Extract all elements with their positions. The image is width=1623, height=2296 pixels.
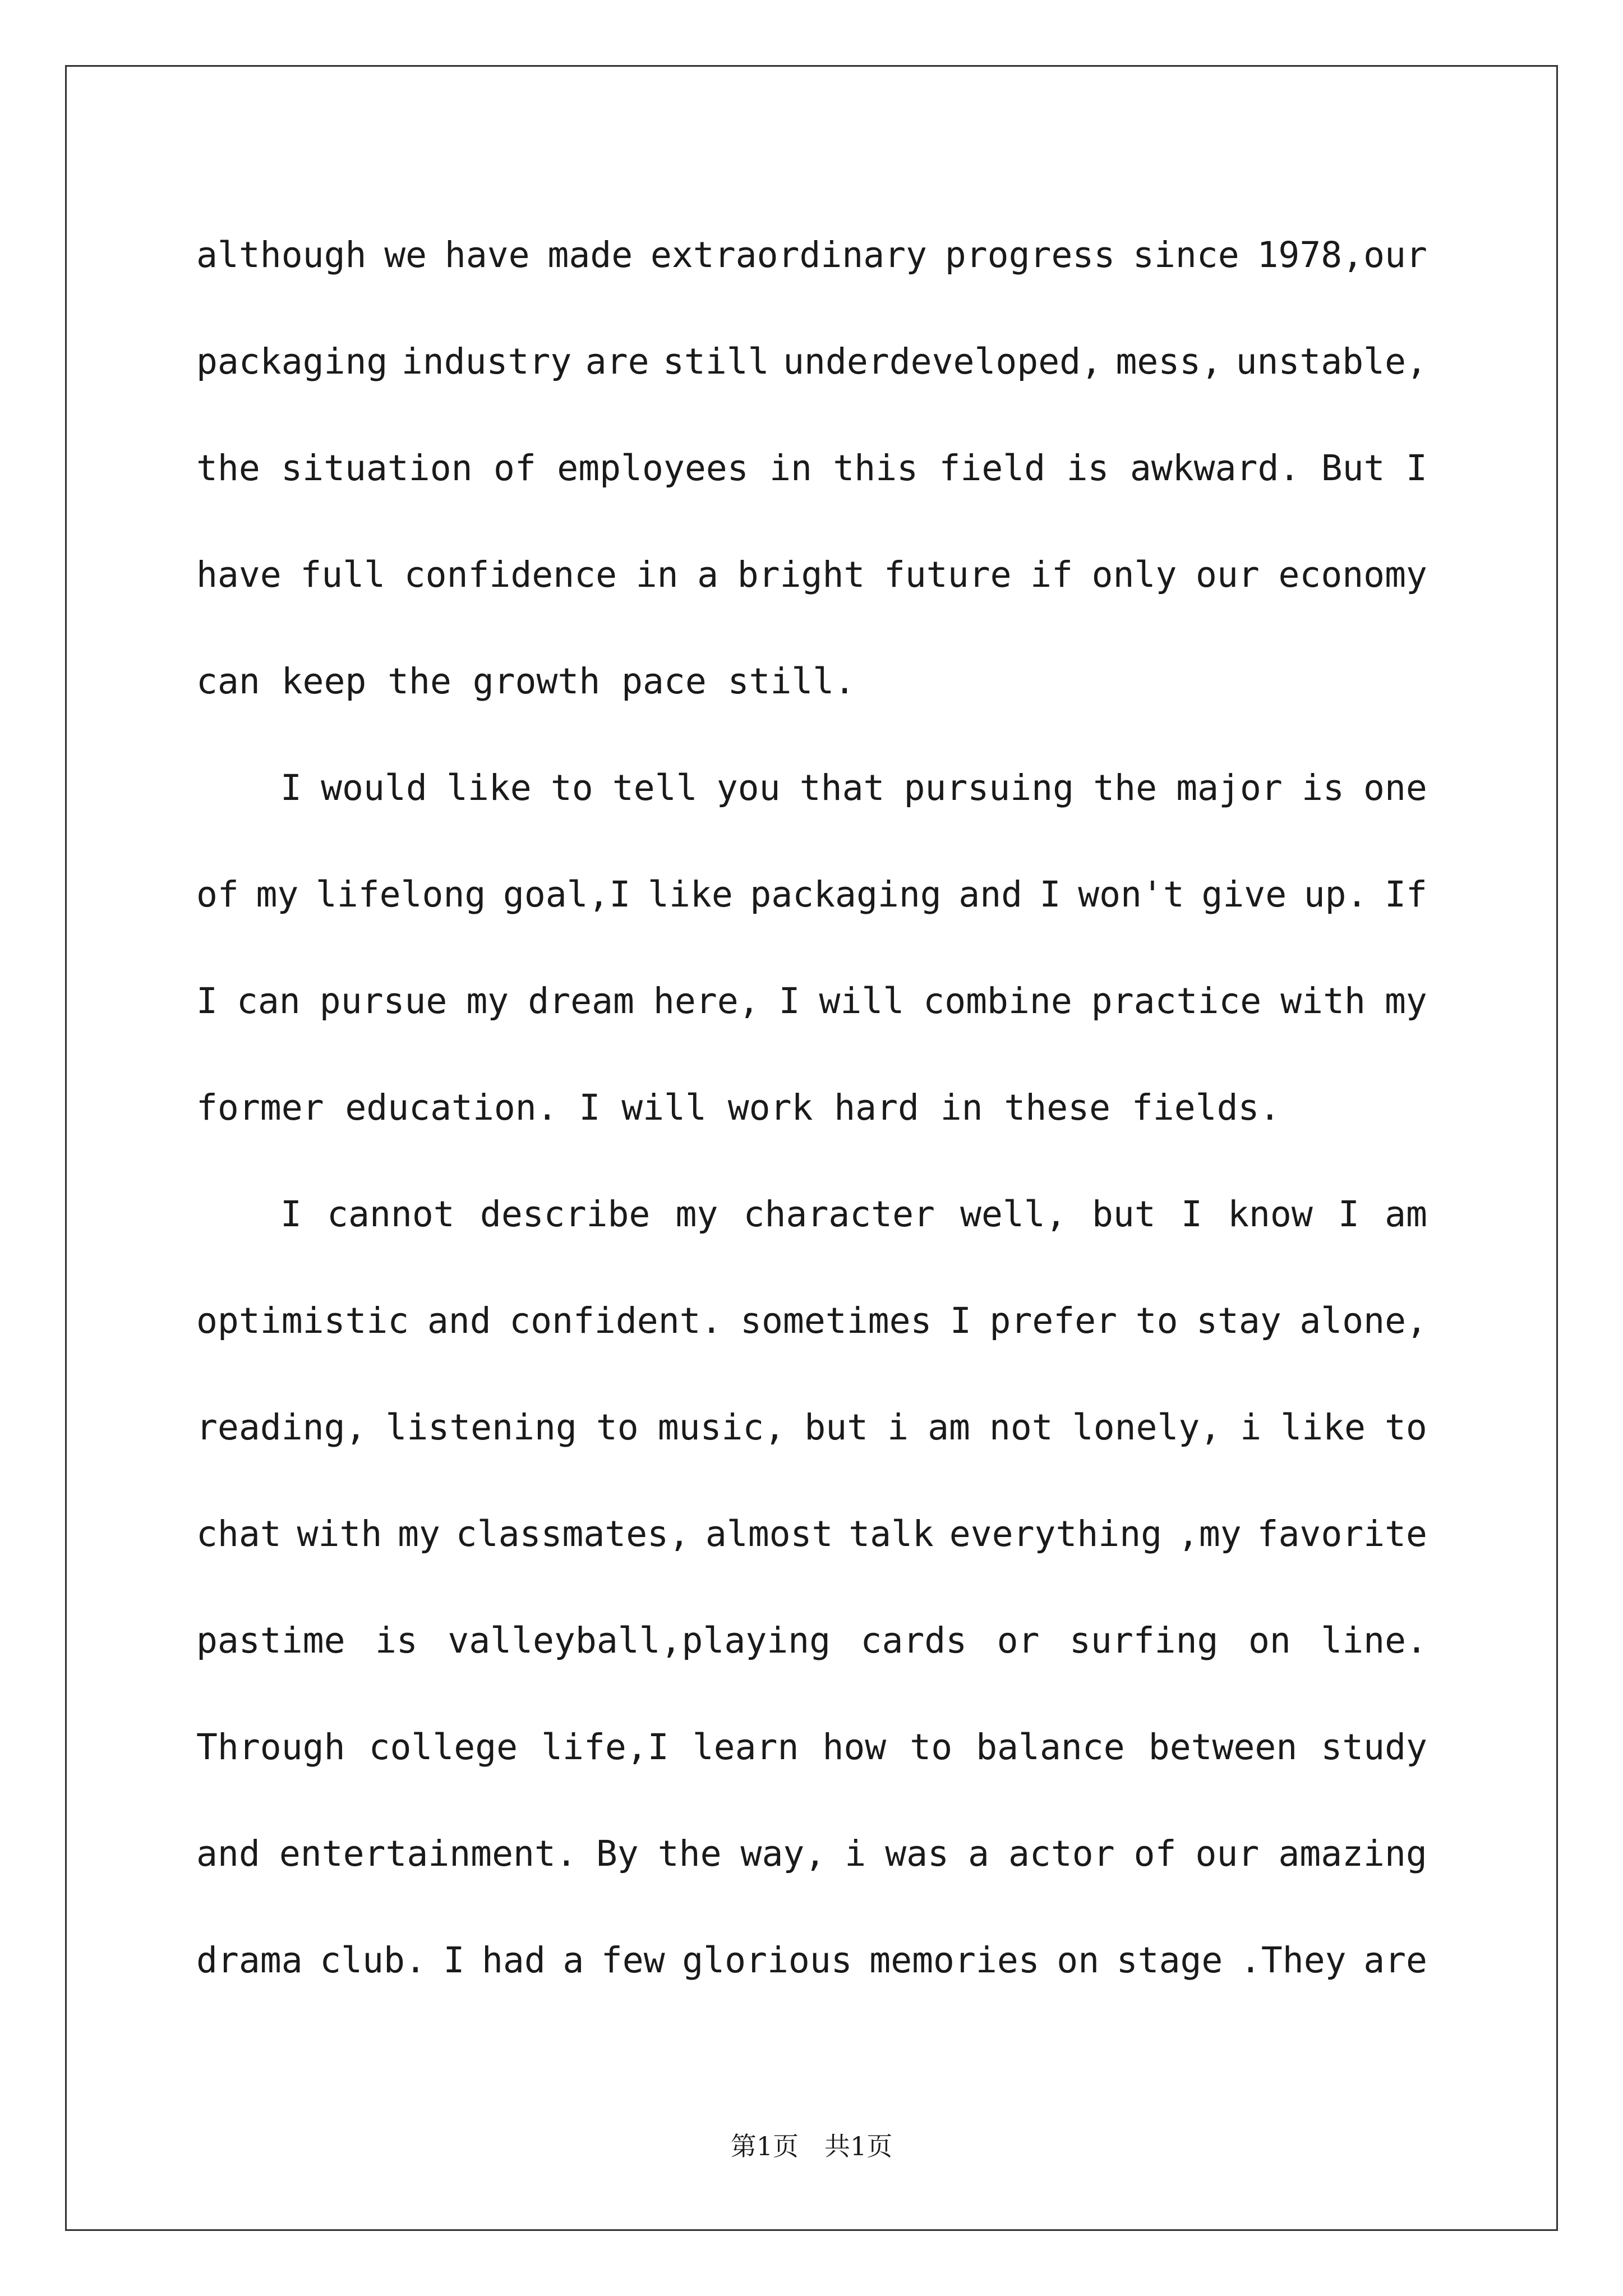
text-line: the situation of employees in this field is awkward. But I [196, 448, 1427, 489]
text-line: I would like to tell you that pursuing the major is one [280, 767, 1427, 808]
text-line: former education. I will work hard in these fields. [196, 1087, 1281, 1128]
text-line: I cannot describe my character well, but I know I am [280, 1194, 1427, 1235]
text-line: although we have made extraordinary progress since 1978,our [196, 234, 1427, 275]
text-line: drama club. I had a few glorious memories on stage .They are [196, 1940, 1427, 1981]
text-line: and entertainment. By the way, i was a actor of our amazing [196, 1833, 1427, 1874]
text-line: chat with my classmates, almost talk everything ,my favorite [196, 1513, 1427, 1554]
text-line: packaging industry are still underdeveloped, mess, unstable, [196, 341, 1427, 382]
text-line: pastime is valleyball,playing cards or surfing on line. [196, 1620, 1427, 1661]
page-number-footer: 第1页 共1页 [730, 2131, 893, 2161]
text-line: optimistic and confident. sometimes I prefer to stay alone, [196, 1300, 1427, 1341]
text-line: can keep the growth pace still. [196, 661, 856, 702]
text-line: have full confidence in a bright future if only our economy [196, 554, 1427, 595]
text-line: reading, listening to music, but i am not lonely, i like to [196, 1407, 1427, 1448]
text-line: of my lifelong goal,I like packaging and I won't give up. If [196, 874, 1427, 915]
text-line: I can pursue my dream here, I will combine practice with my [196, 981, 1427, 1022]
text-line: Through college life,I learn how to balance between study [196, 1727, 1427, 1768]
document-body [196, 213, 1427, 2025]
